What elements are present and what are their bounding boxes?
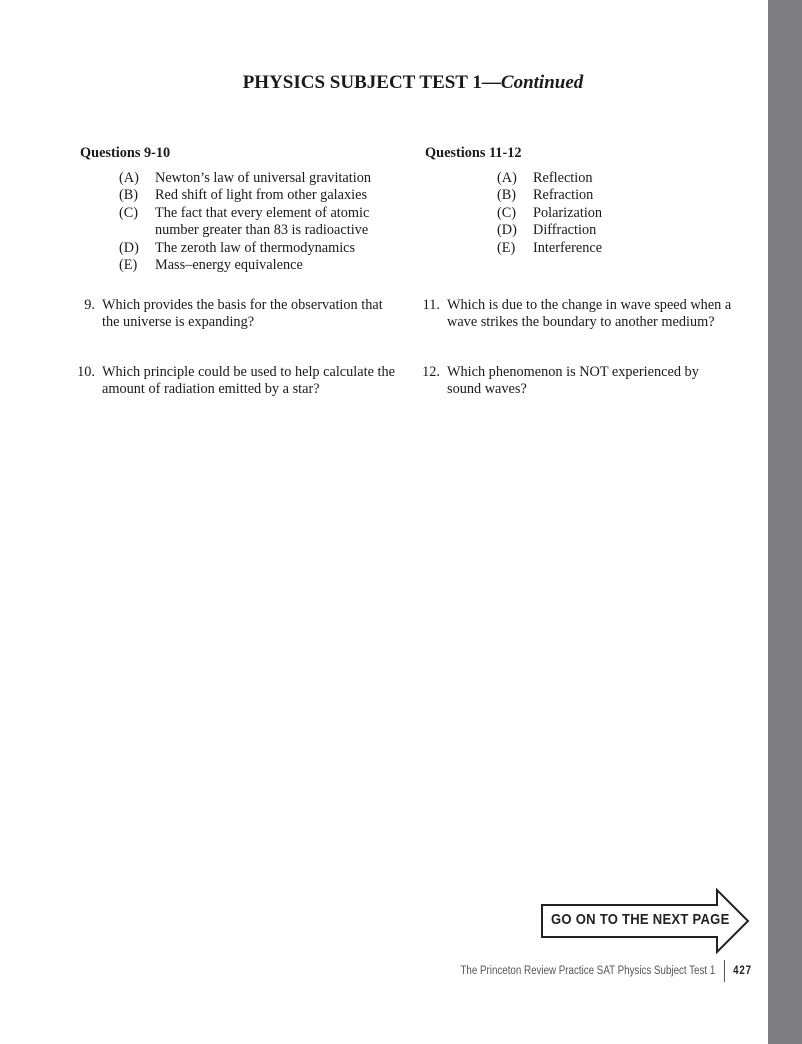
footer-text: The Princeton Review Practice SAT Physics Subject Test 1 xyxy=(460,965,716,977)
footer-divider xyxy=(724,960,725,982)
option-a xyxy=(119,170,389,187)
option-label: (B) xyxy=(119,187,139,204)
option-label: (C) xyxy=(497,204,517,221)
left-heading: Questions 9-10 xyxy=(80,145,171,161)
question-10 xyxy=(73,364,403,399)
question-12 xyxy=(418,364,718,399)
left-options xyxy=(119,170,389,274)
option-c xyxy=(119,205,389,240)
option-label: (E) xyxy=(119,257,138,274)
option-text: The fact that every element of atomic number greater than 83 is radioactive xyxy=(155,204,370,239)
option-label: (C) xyxy=(119,204,139,221)
footer xyxy=(460,960,752,982)
question-11 xyxy=(418,297,758,332)
option-b xyxy=(119,187,389,204)
option-e xyxy=(497,240,697,257)
option-text: The zeroth law of thermodynamics xyxy=(155,239,356,256)
option-label: (D) xyxy=(119,239,139,256)
question-number: 11. xyxy=(422,297,440,313)
title-continued: Continued xyxy=(500,72,584,93)
question-number: 10. xyxy=(77,364,95,380)
question-text: Which is due to the change in wave speed when a wave strikes the boundary to another medium? xyxy=(447,297,732,331)
page-edge-bar xyxy=(768,0,802,1044)
right-options xyxy=(497,170,697,257)
option-label: (E) xyxy=(497,239,516,256)
option-e xyxy=(119,257,389,274)
option-d xyxy=(119,240,389,257)
option-label: (A) xyxy=(497,170,517,186)
option-a xyxy=(497,170,697,187)
title-main: PHYSICS SUBJECT TEST 1— xyxy=(242,72,501,93)
question-9 xyxy=(73,297,403,332)
option-text: Red shift of light from other galaxies xyxy=(155,187,368,204)
option-text: Newton’s law of universal gravitation xyxy=(155,170,371,186)
option-label: (D) xyxy=(497,222,517,239)
option-c xyxy=(497,205,697,222)
option-b xyxy=(497,187,697,204)
option-text: Polarization xyxy=(533,204,603,221)
option-text: Diffraction xyxy=(533,222,597,239)
question-text: Which provides the basis for the observation that the universe is expanding? xyxy=(102,297,383,331)
page-number: 427 xyxy=(733,965,752,977)
question-number: 12. xyxy=(422,364,440,380)
next-page-label: GO ON TO THE NEXT PAGE xyxy=(551,911,730,928)
option-d xyxy=(497,222,697,239)
question-text: Which phenomenon is NOT experienced by sound waves? xyxy=(447,364,699,398)
option-label: (B) xyxy=(497,187,517,204)
option-text: Mass–energy equivalence xyxy=(155,257,303,274)
question-text: Which principle could be used to help calculate the amount of radiation emitted by a star? xyxy=(102,364,395,398)
option-text: Refraction xyxy=(533,187,594,204)
question-number: 9. xyxy=(84,297,95,313)
page-title xyxy=(0,72,802,94)
option-text: Reflection xyxy=(533,170,593,186)
right-heading: Questions 11-12 xyxy=(425,145,522,161)
option-label: (A) xyxy=(119,170,139,186)
option-text: Interference xyxy=(533,239,603,256)
